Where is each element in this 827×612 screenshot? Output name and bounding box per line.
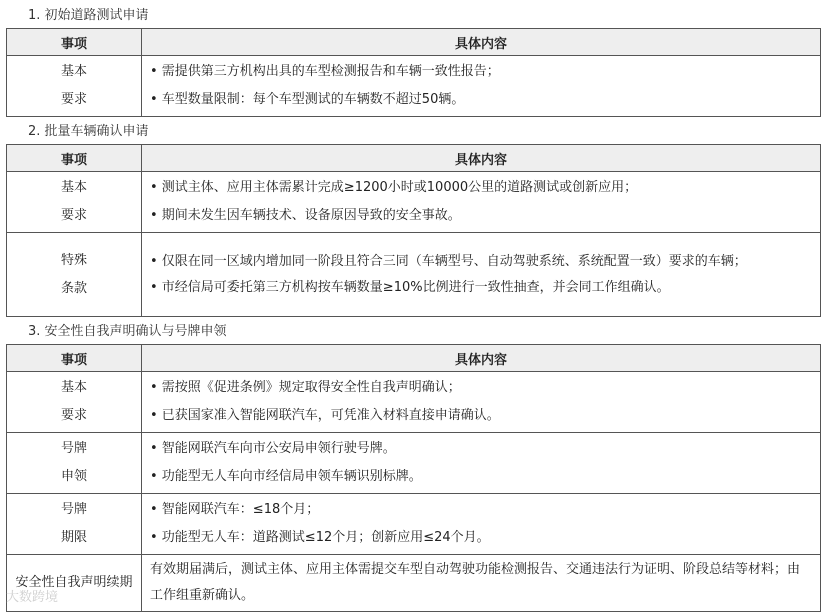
table-row xyxy=(7,372,821,433)
item-text: 条款 xyxy=(60,280,87,296)
row-content xyxy=(142,372,821,433)
table-batch-vehicle xyxy=(6,144,821,317)
row-content xyxy=(142,555,821,612)
row-item-basic-requirements xyxy=(7,372,142,433)
item-text: 特殊 xyxy=(60,252,87,268)
header-content: 具体内容 xyxy=(142,29,821,56)
header-item: 事项 xyxy=(7,145,142,172)
section-title-initial-road-test: 1. 初始道路测试申请 xyxy=(28,8,149,23)
item-text: 要求 xyxy=(60,208,87,223)
header-content: 具体内容 xyxy=(142,145,821,172)
table-initial-road-test xyxy=(6,28,821,117)
table-row xyxy=(7,555,821,612)
content-line: 有效期届满后，测试主体、应用主体需提交车型自动驾驶功能检测报告、交通违法行为证明、阶段总结等材料；由工作组重新确认。 xyxy=(150,562,801,603)
content-line: • 市经信局可委托第三方机构按车辆数量≥10%比例进行一致性抽查，并会同工作组确认。 xyxy=(150,279,670,295)
header-content: 具体内容 xyxy=(142,345,821,372)
content-line: • 仅限在同一区域内增加同一阶段且符合三同（车辆型号、自动驾驶系统、系统配置一致）要求的车辆； xyxy=(150,253,747,269)
row-content xyxy=(142,433,821,494)
header-item: 事项 xyxy=(7,29,142,56)
content-line: • 测试主体、应用主体需累计完成≥1200小时或10000公里的道路测试或创新应用； xyxy=(150,180,638,195)
document xyxy=(6,0,821,612)
content-line: • 功能型无人车向市经信局申领车辆识别标牌。 xyxy=(150,469,422,484)
content-line: • 已获国家准入智能网联汽车，可凭准入材料直接申请确认。 xyxy=(150,408,500,423)
table-header-row xyxy=(7,145,821,172)
item-text: 基本 xyxy=(60,380,87,395)
row-item-special-clauses xyxy=(7,233,142,317)
item-text: 申领 xyxy=(60,469,87,484)
content-line: • 功能型无人车：道路测试≤12个月；创新应用≤24个月。 xyxy=(150,530,490,545)
table-row xyxy=(7,494,821,555)
watermark: 大数跨境 xyxy=(6,590,59,605)
table-row xyxy=(7,56,821,117)
table-row xyxy=(7,172,821,233)
item-text: 基本 xyxy=(60,64,87,79)
item-text: 号牌 xyxy=(60,441,87,456)
table-header-row xyxy=(7,29,821,56)
header-item: 事项 xyxy=(7,345,142,372)
row-content xyxy=(142,56,821,117)
row-item-basic-requirements xyxy=(7,56,142,117)
item-text: 基本 xyxy=(60,180,87,195)
row-content xyxy=(142,233,821,317)
row-item-basic-requirements xyxy=(7,172,142,233)
content-line: • 期间未发生因车辆技术、设备原因导致的安全事故。 xyxy=(150,208,461,223)
row-content xyxy=(142,172,821,233)
row-item-plate-period xyxy=(7,494,142,555)
item-text: 期限 xyxy=(60,530,87,545)
content-line: • 需提供第三方机构出具的车型检测报告和车辆一致性报告； xyxy=(150,64,500,79)
item-text: 安全性自我声明续期 xyxy=(15,575,133,590)
content-line: • 需按照《促进条例》规定取得安全性自我声明确认； xyxy=(150,380,461,395)
content-line: • 车型数量限制：每个车型测试的车辆数不超过50辆。 xyxy=(150,92,465,107)
section-title-batch-vehicle: 2. 批量车辆确认申请 xyxy=(28,124,149,139)
table-safety-declaration xyxy=(6,344,821,612)
content-line: • 智能网联汽车向市公安局申领行驶号牌。 xyxy=(150,441,396,456)
section-title-safety-declaration: 3. 安全性自我声明确认与号牌申领 xyxy=(28,324,227,339)
row-content xyxy=(142,494,821,555)
item-text: 号牌 xyxy=(60,502,87,517)
item-text: 要求 xyxy=(60,92,87,107)
content-line: • 智能网联汽车：≤18个月； xyxy=(150,502,320,517)
table-header-row xyxy=(7,345,821,372)
table-row xyxy=(7,233,821,317)
row-item-plate-application xyxy=(7,433,142,494)
item-text: 要求 xyxy=(60,408,87,423)
table-row xyxy=(7,433,821,494)
